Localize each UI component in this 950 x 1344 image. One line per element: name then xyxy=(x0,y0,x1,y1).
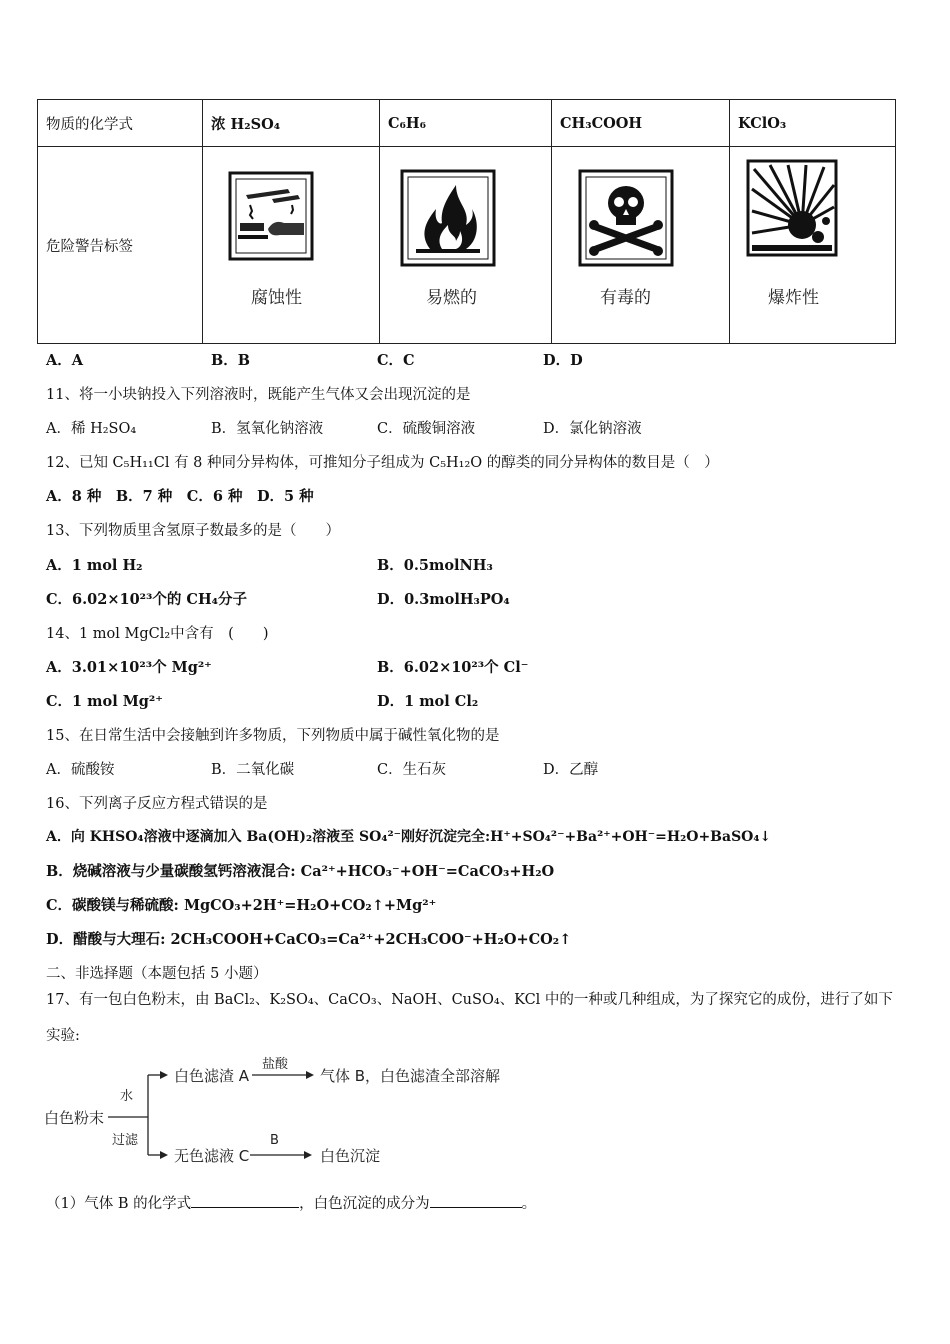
option: C．碳酸镁与稀硫酸: MgCO₃+2H⁺=H₂O+CO₂↑+Mg²⁺ xyxy=(46,897,437,914)
question-stem: 14、1 mol MgCl₂中含有 ( ) xyxy=(46,626,269,642)
option: C．C xyxy=(377,352,415,369)
part1-text-c: 。 xyxy=(521,1196,537,1212)
option: A．向 KHSO₄溶液中逐滴加入 Ba(OH)₂溶液至 SO₄²⁻刚好沉淀完全:H⁺+SO₄²⁻+Ba²⁺+OH⁻=H₂O+BaSO₄↓ xyxy=(46,829,772,845)
formula-cell: KClO₃ xyxy=(730,100,896,147)
option: C．6.02×10²³个的 CH₄分子 xyxy=(46,591,248,608)
option: C．硫酸铜溶液 xyxy=(377,421,476,437)
flame-icon xyxy=(400,169,496,267)
option: A．A xyxy=(46,352,84,369)
option: B．6.02×10²³个 Cl⁻ xyxy=(377,659,529,676)
corrosive-icon xyxy=(228,169,316,265)
sign-cell xyxy=(380,147,552,344)
question-stem: 16、下列离子反应方程式错误的是 xyxy=(46,796,268,812)
sign-cell xyxy=(203,147,380,344)
option: B．0.5molNH₃ xyxy=(377,557,493,574)
option: A．稀 H₂SO₄ xyxy=(46,421,137,437)
sign-cell xyxy=(552,147,730,344)
hazard-caption: 有毒的 xyxy=(600,288,651,308)
part1-text-a: （1）气体 B 的化学式 xyxy=(46,1196,192,1212)
part1-text-b: ，白色沉淀的成分为 xyxy=(299,1196,430,1212)
option: A．1 mol H₂ xyxy=(46,557,143,574)
option: A．8 种 B．7 种 C．6 种 D．5 种 xyxy=(46,488,314,505)
option: A．硫酸铵 xyxy=(46,762,115,778)
question-stem: 12、已知 C₅H₁₁Cl 有 8 种同分异构体，可推知分子组成为 C₅H₁₂O 的醇类的同分异构体的数目是（ ） xyxy=(46,455,719,471)
flow-b-label: B xyxy=(270,1133,279,1148)
table-sign-row xyxy=(38,147,896,344)
table-header-row xyxy=(38,100,896,147)
option: B．二氧化碳 xyxy=(211,762,295,778)
option: B．烧碱溶液与少量碳酸氢钙溶液混合: Ca²⁺+HCO₃⁻+OH⁻=CaCO₃+H₂O xyxy=(46,863,555,880)
experiment-flow-diagram xyxy=(44,1055,514,1170)
skull-icon xyxy=(578,169,674,267)
flow-start: 白色粉末 xyxy=(44,1109,105,1127)
option: D．1 mol Cl₂ xyxy=(377,693,479,710)
hazard-table xyxy=(37,99,896,344)
option: B．氢氧化钠溶液 xyxy=(211,421,324,437)
option: D．乙醇 xyxy=(543,762,599,778)
hazard-caption: 易燃的 xyxy=(426,288,477,308)
flow-upper: 白色滤渣 A xyxy=(174,1067,250,1085)
flow-lower: 无色滤液 C xyxy=(174,1147,250,1165)
row-header-cell: 物质的化学式 xyxy=(38,100,203,147)
question-stem: 17、有一包白色粉末，由 BaCl₂、K₂SO₄、CaCO₃、NaOH、CuSO₄、KCl 中的一种或几种组成，为了探究它的成份，进行了如下 xyxy=(46,992,893,1008)
formula-cell: 浓 H₂SO₄ xyxy=(203,100,380,147)
option: C．生石灰 xyxy=(377,762,447,778)
hazard-caption: 爆炸性 xyxy=(768,288,819,308)
question-part xyxy=(46,1192,536,1213)
sign-cell xyxy=(730,147,896,344)
option: D．氯化钠溶液 xyxy=(543,421,642,437)
formula-cell: CH₃COOH xyxy=(552,100,730,147)
flow-lower-result: 白色沉淀 xyxy=(320,1147,381,1165)
question-stem: 13、下列物质里含氢原子数最多的是（ ） xyxy=(46,523,340,539)
question-stem: 11、将一小块钠投入下列溶液时，既能产生气体又会出现沉淀的是 xyxy=(46,387,471,403)
explosion-icon xyxy=(746,159,838,257)
option: D．D xyxy=(543,352,583,369)
row-label-cell: 危险警告标签 xyxy=(38,147,203,344)
flow-hcl-label: 盐酸 xyxy=(262,1057,289,1072)
formula-cell: C₆H₆ xyxy=(380,100,552,147)
flow-filter-label: 过滤 xyxy=(112,1133,139,1148)
option: B．B xyxy=(211,352,251,369)
flow-water-label: 水 xyxy=(120,1089,134,1104)
section-heading: 二、非选择题（本题包括 5 小题） xyxy=(46,966,268,982)
question-stem: 实验: xyxy=(46,1028,80,1044)
flow-upper-result: 气体 B，白色滤渣全部溶解 xyxy=(320,1067,501,1085)
answer-blank[interactable] xyxy=(191,1195,299,1208)
option: C．1 mol Mg²⁺ xyxy=(46,693,163,710)
option: D．0.3molH₃PO₄ xyxy=(377,591,510,608)
question-stem: 15、在日常生活中会接触到许多物质，下列物质中属于碱性氧化物的是 xyxy=(46,728,500,744)
option: A．3.01×10²³个 Mg²⁺ xyxy=(46,659,212,676)
hazard-caption: 腐蚀性 xyxy=(251,288,302,308)
option: D．醋酸与大理石: 2CH₃COOH+CaCO₃=Ca²⁺+2CH₃COO⁻+H₂O+CO₂↑ xyxy=(46,931,572,948)
answer-blank[interactable] xyxy=(430,1195,522,1208)
